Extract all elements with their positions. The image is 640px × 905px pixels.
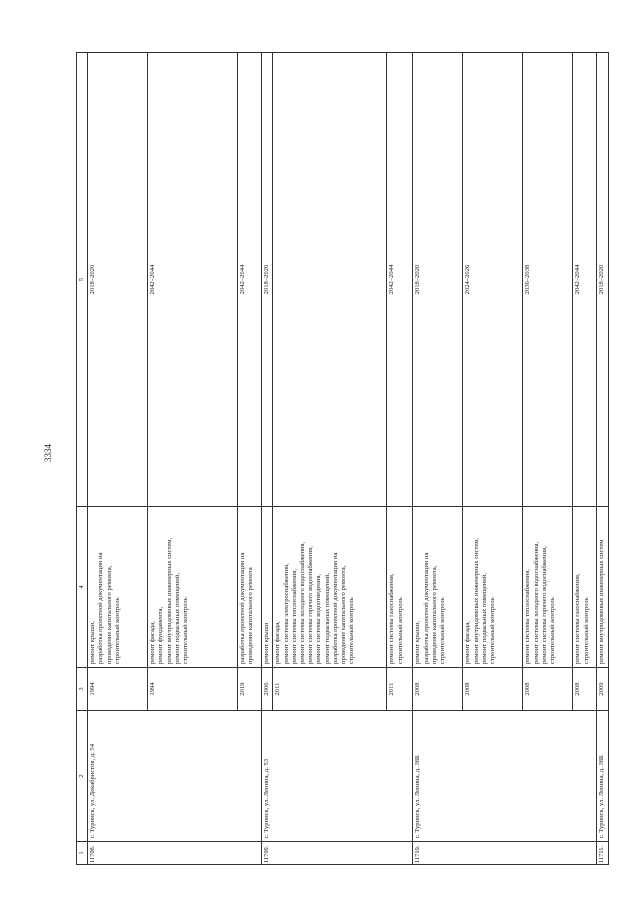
works-cell: [148, 507, 238, 668]
period-cell: 2024–2026: [463, 53, 523, 507]
works-cell: [413, 507, 463, 668]
works-cell: [573, 507, 597, 668]
work-item: ремонт внутридомовых инженерных систем,: [472, 537, 480, 664]
year-cell: 2019: [238, 668, 262, 711]
header-col-5: 5: [77, 53, 88, 507]
period-cell: 2042–2044: [573, 53, 597, 507]
work-item: ремонт системы холодного водоснабжения,: [299, 541, 307, 664]
year-cell: 1994: [88, 668, 148, 711]
work-item: разработка проектной документации на: [331, 552, 339, 664]
work-item: ремонт фундамента,: [157, 606, 165, 664]
work-item: строительный контроль: [113, 597, 121, 664]
works-cell: [523, 507, 573, 668]
table-row: [262, 53, 273, 865]
work-item: ремонт системы холодного водоснабжения,: [532, 541, 540, 664]
work-item: ремонт подвальных помещений,: [480, 573, 488, 664]
row-number-cell: 11710.: [413, 842, 597, 865]
row-number-cell: 11708.: [88, 842, 262, 865]
work-item: ремонт системы горячего водоснабжения,: [540, 546, 548, 664]
works-cell: [463, 507, 523, 668]
period-cell: 2042–2044: [148, 53, 238, 507]
work-item: ремонт подвальных помещений,: [173, 573, 181, 664]
period-cell: [273, 53, 387, 507]
work-item: строительный контроль: [396, 597, 404, 664]
work-item: разработка проектной документации на: [422, 552, 430, 664]
year-cell: 2008: [413, 668, 463, 711]
year-cell: 1994: [148, 668, 238, 711]
work-item: ремонт фасада,: [464, 621, 472, 664]
header-col-3: 3: [77, 668, 88, 711]
header-col-4: 4: [77, 507, 88, 668]
works-cell: [273, 507, 387, 668]
work-item: строительный контроль: [549, 597, 557, 664]
work-item: разработка проектной документации на: [97, 552, 105, 664]
work-item: ремонт системы газоснабжения,: [388, 573, 396, 664]
work-item: ремонт фасада,: [274, 621, 282, 664]
period-cell: 2042–2044: [387, 53, 413, 507]
year-cell: 2008: [573, 668, 597, 711]
year-cell: 2009: [597, 668, 608, 711]
period-cell: 2036–2038: [523, 53, 573, 507]
address-cell: г. Туринск, ул. Ленина, д. 38Б: [597, 711, 608, 842]
work-item: ремонт внутридомовых инженерных систем: [598, 539, 606, 664]
year-cell: 2008: [463, 668, 523, 711]
work-item: ремонт крыши,: [89, 621, 97, 664]
work-item: ремонт крыши: [263, 622, 271, 664]
works-cell: [262, 507, 273, 668]
works-cell: [597, 507, 608, 668]
table-row: [88, 53, 148, 865]
work-item: проведение капитального ремонта,: [430, 565, 438, 664]
address-cell: г. Туринск, ул. Ленина, д. 38Б: [413, 711, 597, 842]
table-row: [413, 53, 463, 865]
work-item: строительный контроль: [439, 597, 447, 664]
work-item: ремонт системы теплоснабжения,: [524, 569, 532, 664]
year-cell: 2006: [262, 668, 273, 711]
year-cell: 2011: [273, 668, 387, 711]
period-cell: 2042–2044: [238, 53, 262, 507]
work-item: ремонт системы газоснабжения,: [574, 573, 582, 664]
work-item: ремонт фасада,: [149, 621, 157, 664]
work-item: ремонт системы водоотведения,: [315, 573, 323, 664]
table-header-row: [77, 53, 88, 865]
period-cell: 2018–2020: [597, 53, 608, 507]
row-number-cell: 11709.: [262, 842, 413, 865]
work-item: проведение капитального ремонта: [247, 567, 255, 664]
period-cell: 2018–2020: [262, 53, 273, 507]
header-col-1: 1: [77, 842, 88, 865]
work-item: проведение капитального ремонта,: [340, 565, 348, 664]
table-body: [88, 53, 608, 865]
work-item: ремонт подвальных помещений,: [323, 573, 331, 664]
period-cell: 2018–2020: [413, 53, 463, 507]
table-row: [597, 53, 608, 865]
period-cell: 2018–2020: [88, 53, 148, 507]
work-item: ремонт крыши,: [414, 621, 422, 664]
page-number: 3334: [43, 444, 53, 462]
work-item: разработка проектной документации на: [239, 552, 247, 664]
work-item: строительный контроль: [348, 597, 356, 664]
work-item: строительный контроль: [489, 597, 497, 664]
works-cell: [238, 507, 262, 668]
works-cell: [88, 507, 148, 668]
work-item: строительный контроль: [182, 597, 190, 664]
header-col-2: 2: [77, 711, 88, 842]
work-item: ремонт внутридомовых инженерных систем,: [165, 537, 173, 664]
work-item: проведение капитального ремонта,: [105, 565, 113, 664]
address-cell: г. Туринск, ул. Декабристов, д. 54: [88, 711, 262, 842]
year-cell: 2008: [523, 668, 573, 711]
address-cell: г. Туринск, ул. Ленина, д. 53: [262, 711, 413, 842]
works-cell: [387, 507, 413, 668]
row-number-cell: 11711.: [597, 842, 608, 865]
year-cell: 2011: [387, 668, 413, 711]
work-item: ремонт системы теплоснабжения,: [290, 569, 298, 664]
repair-schedule-table: [76, 52, 609, 865]
work-item: строительный контроль: [582, 597, 590, 664]
work-item: ремонт системы горячего водоснабжения,: [307, 546, 315, 664]
work-item: ремонт системы электроснабжения,: [282, 563, 290, 664]
